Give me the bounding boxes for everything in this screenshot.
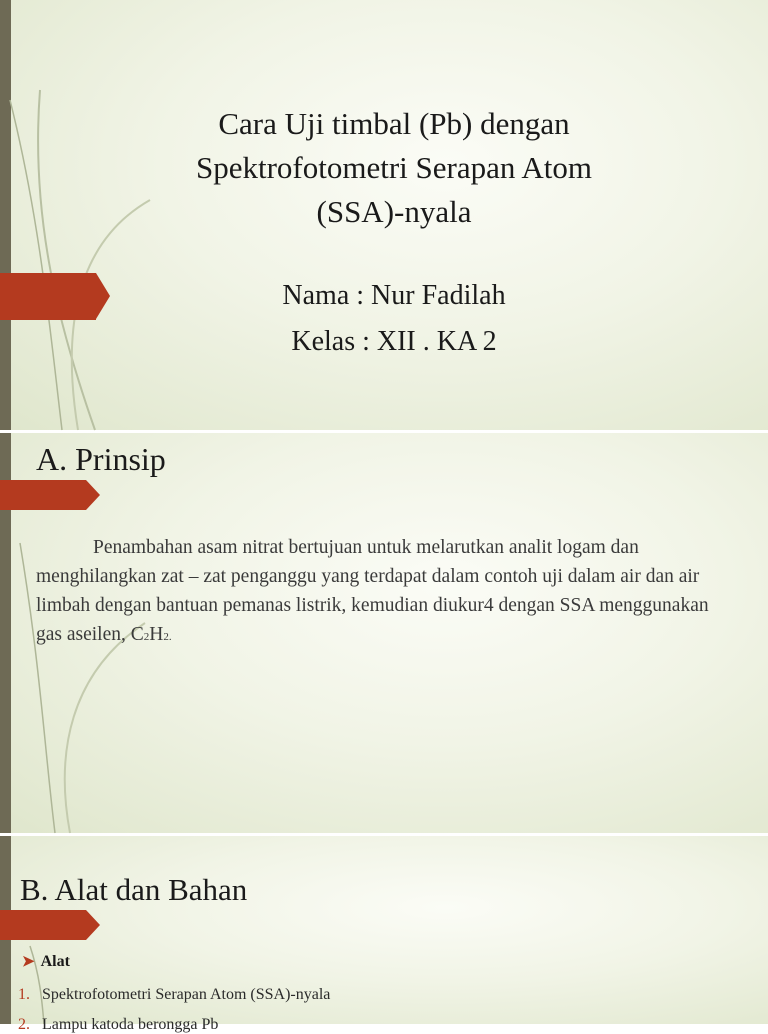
title-line-3: (SSA)-nyala — [316, 194, 472, 229]
list-item — [18, 1016, 218, 1034]
accent-tab — [0, 273, 96, 320]
list-item — [18, 986, 330, 1004]
formula-c: C — [130, 624, 144, 645]
arrow-bullet-icon: ➤ — [22, 954, 35, 970]
accent-tab — [0, 910, 86, 940]
accent-tab — [0, 480, 86, 510]
formula-h-sub: 2. — [163, 631, 172, 643]
section-heading: A. Prinsip — [36, 441, 166, 477]
formula-h: H — [149, 624, 164, 645]
author-name: Nama : Nur Fadilah — [282, 280, 506, 311]
list-text: Lampu katoda berongga Pb — [42, 1016, 219, 1033]
list-text: Spektrofotometri Serapan Atom (SSA)-nyala — [42, 986, 331, 1003]
section-heading: B. Alat dan Bahan — [20, 872, 248, 907]
alat-heading — [22, 952, 70, 971]
alat-label: Alat — [40, 952, 70, 970]
list-number: 2. — [18, 1016, 30, 1033]
author-class: Kelas : XII . KA 2 — [291, 326, 497, 357]
prinsip-paragraph — [36, 533, 736, 652]
list-number: 1. — [18, 986, 30, 1003]
title-line-2: Spektrofotometri Serapan Atom — [195, 150, 593, 185]
prinsip-slide — [0, 433, 768, 833]
paragraph-text: Penambahan asam nitrat bertujuan untuk melarutkan analit logam dan menghilangkan zat – zat penganggu yang terdapat dalam contoh uji dalam air dan air limbah dengan bantuan pemanas listrik, kemudian diukur4 dengan SSA menggunakan gas aseilen, — [36, 537, 709, 645]
slide-title — [110, 102, 678, 234]
formula-c-sub: 2 — [143, 631, 150, 643]
title-slide — [0, 0, 768, 430]
title-line-1: Cara Uji timbal (Pb) dengan — [218, 106, 570, 141]
alat-bahan-slide — [0, 836, 768, 1033]
